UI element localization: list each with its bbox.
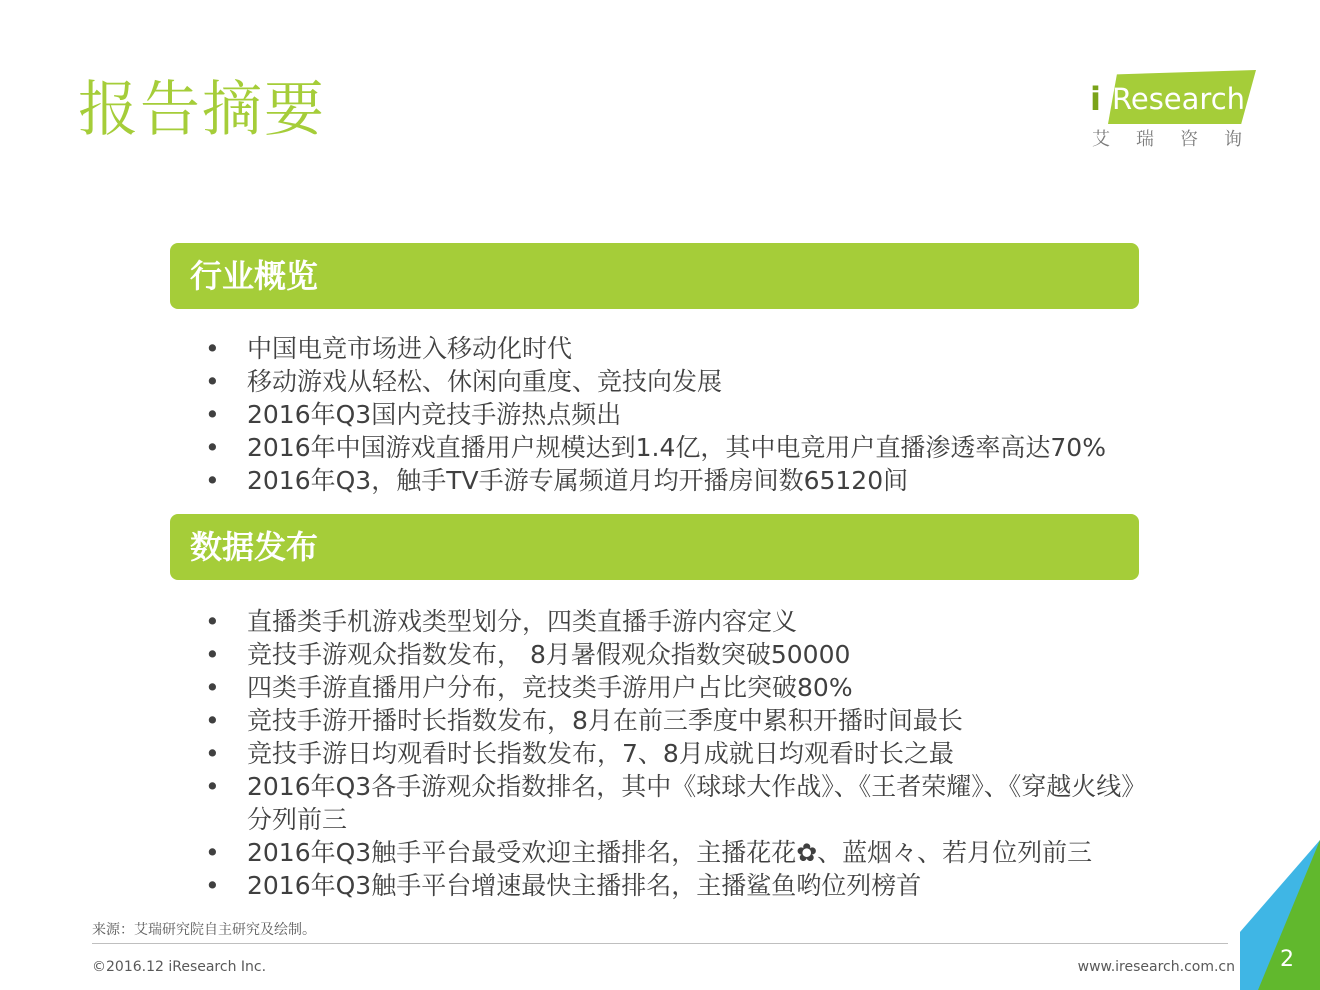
section-data-release-heading: 数据发布 [170,514,1139,580]
bullet-icon: • [205,706,220,735]
list-item-text: 2016年Q3国内竞技手游热点频出 [247,400,622,429]
bullet-icon: • [205,673,220,702]
bullet-icon: • [205,433,220,462]
page-number: 2 [1280,947,1294,972]
logo-i-mark: i [1090,80,1101,118]
industry-overview-list [205,332,1145,497]
iresearch-logo [1090,70,1268,160]
bullet-icon: • [205,607,220,636]
list-item [205,836,1145,869]
list-item [205,770,1145,836]
logo-chinese-name: 艾瑞咨询 [1092,129,1268,150]
list-item [205,638,1145,671]
footer-divider [92,943,1228,944]
copyright-text: ©2016.12 iResearch Inc. [92,959,267,975]
bullet-icon: • [205,400,220,429]
list-item-text: 2016年中国游戏直播用户规模达到1.4亿，其中电竞用户直播渗透率高达70% [247,433,1106,462]
bullet-icon: • [205,466,220,495]
bullet-icon: • [205,367,220,396]
website-link[interactable]: www.iresearch.com.cn [1077,959,1235,975]
list-item [205,671,1145,704]
bullet-icon: • [205,871,220,900]
list-item-text: 竞技手游日均观看时长指数发布，7、8月成就日均观看时长之最 [247,739,954,768]
list-item [205,704,1145,737]
logo-brand-text: Research [1112,82,1246,116]
list-item [205,605,1145,638]
bullet-icon: • [205,772,220,801]
list-item [205,737,1145,770]
data-release-list [205,605,1145,902]
list-item [205,431,1145,464]
bullet-icon: • [205,739,220,768]
list-item-text: 竞技手游开播时长指数发布，8月在前三季度中累积开播时间最长 [247,706,963,735]
list-item [205,869,1145,902]
bullet-icon: • [205,838,220,867]
list-item [205,332,1145,365]
list-item [205,365,1145,398]
list-item-text: 2016年Q3各手游观众指数排名，其中《球球大作战》、《王者荣耀》、《穿越火线》分列前三 [247,772,1134,834]
list-item-text: 移动游戏从轻松、休闲向重度、竞技向发展 [247,367,723,396]
list-item-text: 2016年Q3触手平台增速最快主播排名，主播鲨鱼哟位列榜首 [247,871,922,900]
list-item-text: 直播类手机游戏类型划分，四类直播手游内容定义 [247,607,798,636]
source-note: 来源：艾瑞研究院自主研究及绘制。 [92,922,316,938]
list-item-text: 2016年Q3触手平台最受欢迎主播排名，主播花花✿、蓝烟々、若月位列前三 [247,838,1093,867]
list-item [205,464,1145,497]
page-title: 报告摘要 [78,75,326,145]
list-item-text: 2016年Q3，触手TV手游专属频道月均开播房间数65120间 [247,466,909,495]
bullet-icon: • [205,640,220,669]
bullet-icon: • [205,334,220,363]
list-item-text: 中国电竞市场进入移动化时代 [247,334,573,363]
list-item-text: 竞技手游观众指数发布， 8月暑假观众指数突破50000 [247,640,851,669]
list-item [205,398,1145,431]
section-industry-overview-heading: 行业概览 [170,243,1139,309]
list-item-text: 四类手游直播用户分布，竞技类手游用户占比突破80% [247,673,853,702]
